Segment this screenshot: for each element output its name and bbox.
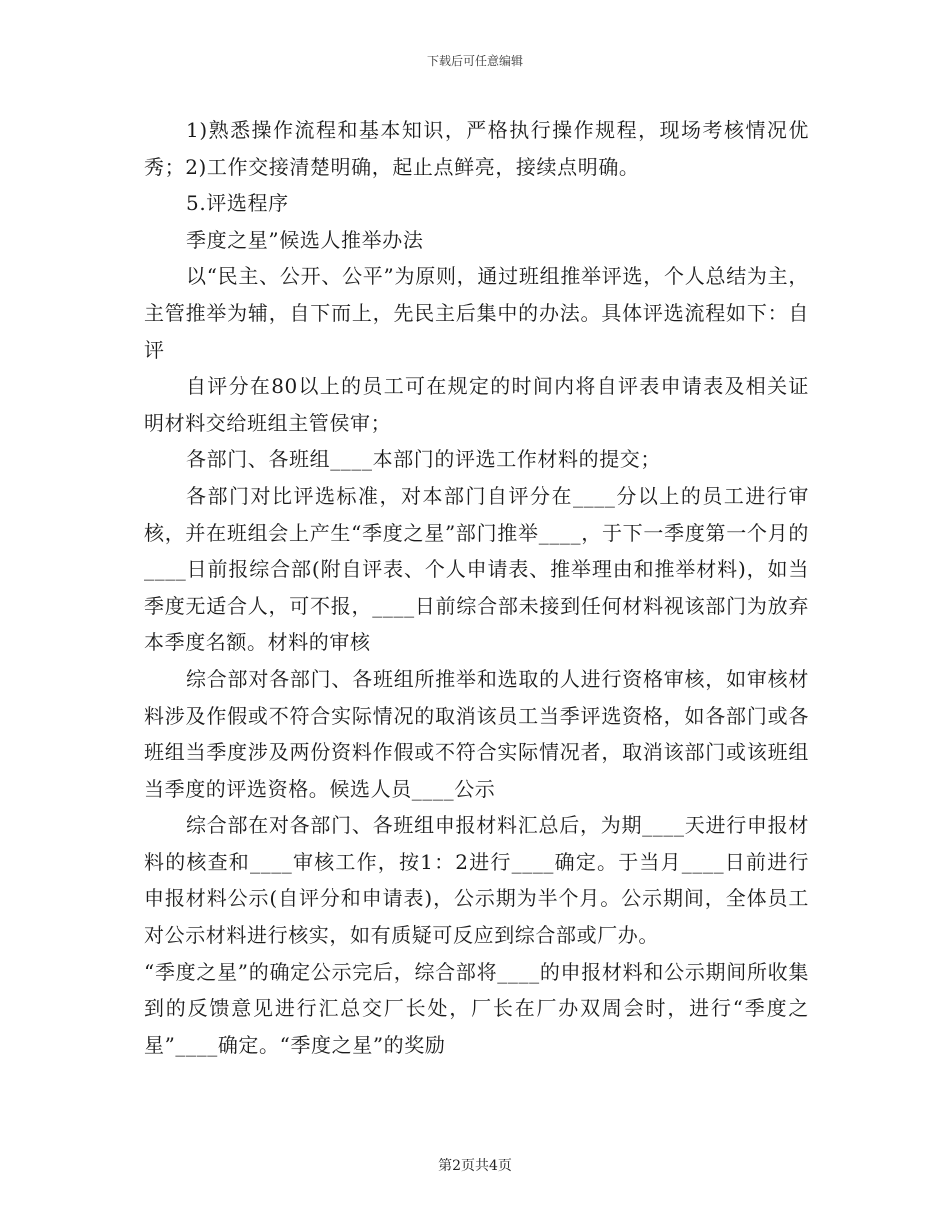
page-number: 第2页共4页: [438, 1158, 512, 1174]
paragraph-5: 自评分在80以上的员工可在规定的时间内将自评表申请表及相关证明材料交给班组主管侯审；: [144, 374, 809, 435]
paragraph-4: 以“民主、公开、公平”为原则，通过班组推举评选，个人总结为主，主管推举为辅，自下而上，先民主后集中的办法。具体评选流程如下：自评: [144, 264, 809, 362]
paragraph-10: “季度之星”的确定公示完后，综合部将____的申报材料和公示期间所收集到的反馈意见进行汇总交厂长处，厂长在厂办双周会时，进行“季度之星”____确定。“季度之星”的奖励: [144, 959, 809, 1057]
paragraph-8: 综合部对各部门、各班组所推举和选取的人进行资格审核，如审核材料涉及作假或不符合实际情况的取消该员工当季评选资格，如各部门或各班组当季度涉及两份资料作假或不符合实际情况者，取消该部门或该班组当季度的评选资格。候选人员____公示: [144, 666, 809, 801]
paragraph-6: 各部门、各班组____本部门的评选工作材料的提交；: [186, 447, 661, 472]
paragraph-section-title: 5.评选程序: [186, 191, 289, 216]
paragraph-1: 1)熟悉操作流程和基本知识，严格执行操作规程，现场考核情况优秀；2)工作交接清楚明确，起止点鲜亮，接续点明确。: [144, 118, 809, 179]
page-header: 下载后可任意编辑: [426, 54, 523, 68]
document-body: [144, 112, 809, 1063]
paragraph-9: 综合部在对各部门、各班组申报材料汇总后，为期____天进行申报材料的核查和____审核工作，按1：2进行____确定。于当月____日前进行申报材料公示(自评分和申请表)，公示期为半个月。公示期间，全体员工对公示材料进行核实，如有质疑可反应到综合部或厂办。: [144, 813, 809, 948]
paragraph-7: 各部门对比评选标准，对本部门自评分在____分以上的员工进行审核，并在班组会上产生“季度之星”部门推举____，于下一季度第一个月的____日前报综合部(附自评表、个人申请表、推举理由和推举材料)，如当季度无适合人，可不报，____日前综合部未接到任何材料视该部门为放弃本季度名额。材料的审核: [144, 483, 809, 655]
paragraph-3: 季度之星”候选人推举办法: [186, 227, 424, 252]
